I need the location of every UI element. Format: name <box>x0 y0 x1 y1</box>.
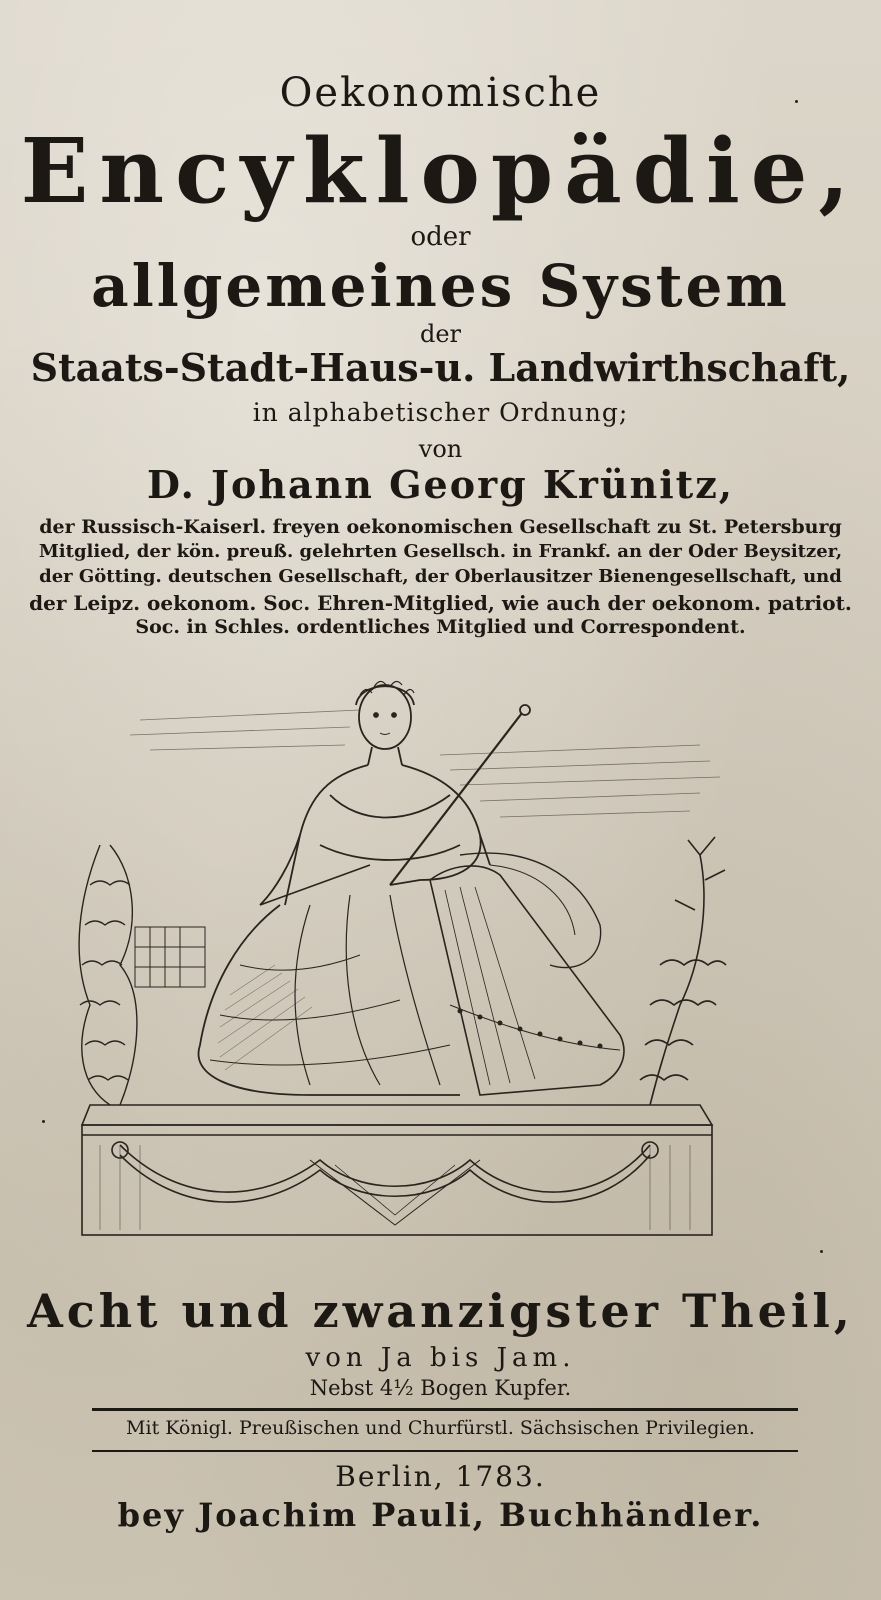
privilege-note: Mit Königl. Preußischen und Churfürstl. Sächsischen Privilegien. <box>126 1417 755 1439</box>
foxing-spot <box>820 1250 823 1253</box>
affiliation-line: der Leipz. oekonom. Soc. Ehren-Mitglied, wie auch der oekonom. patriot. <box>29 591 852 615</box>
affiliation-line: der Götting. deutschen Gesellschaft, der Oberlausitzer Bienengesellschaft, und <box>39 566 842 587</box>
author-name: D. Johann Georg Krünitz, <box>146 462 734 507</box>
publisher: bey Joachim Pauli, Buchhändler. <box>117 1496 764 1534</box>
affiliation-line: Mitglied, der kön. preuß. gelehrten Gesellsch. in Frankf. an der Oder Beysitzer, <box>38 541 843 562</box>
volume-range: von Ja bis Jam. <box>305 1343 576 1373</box>
connector-der: der <box>419 320 462 348</box>
foxing-spot <box>795 100 798 103</box>
rule-bottom <box>92 1450 798 1452</box>
title-line-system: allgemeines System <box>91 252 790 320</box>
connector-oder: oder <box>410 222 471 252</box>
title-line-landwirthschaft: Staats-Stadt-Haus-u. Landwirthschaft, <box>30 345 851 390</box>
rule-top <box>92 1408 798 1411</box>
plates-note: Nebst 4½ Bogen Kupfer. <box>309 1376 572 1400</box>
part-number: Acht und zwanzigster Theil, <box>27 1284 854 1338</box>
connector-von: von <box>418 435 463 463</box>
place-year: Berlin, 1783. <box>335 1460 546 1493</box>
title-line-encyklopaedie: Encyklopädie, <box>20 118 861 223</box>
title-line-ordnung: in alphabetischer Ordnung; <box>252 398 629 427</box>
allegorical-figure-engraving-icon <box>60 665 760 1265</box>
affiliation-line: Soc. in Schles. ordentliches Mitglied und Correspondent. <box>135 616 746 638</box>
title-line-oekonomische: Oekonomische <box>279 70 602 116</box>
affiliation-line: der Russisch-Kaiserl. freyen oekonomischen Gesellschaft zu St. Petersburg <box>39 516 842 538</box>
foxing-spot <box>42 1120 45 1123</box>
